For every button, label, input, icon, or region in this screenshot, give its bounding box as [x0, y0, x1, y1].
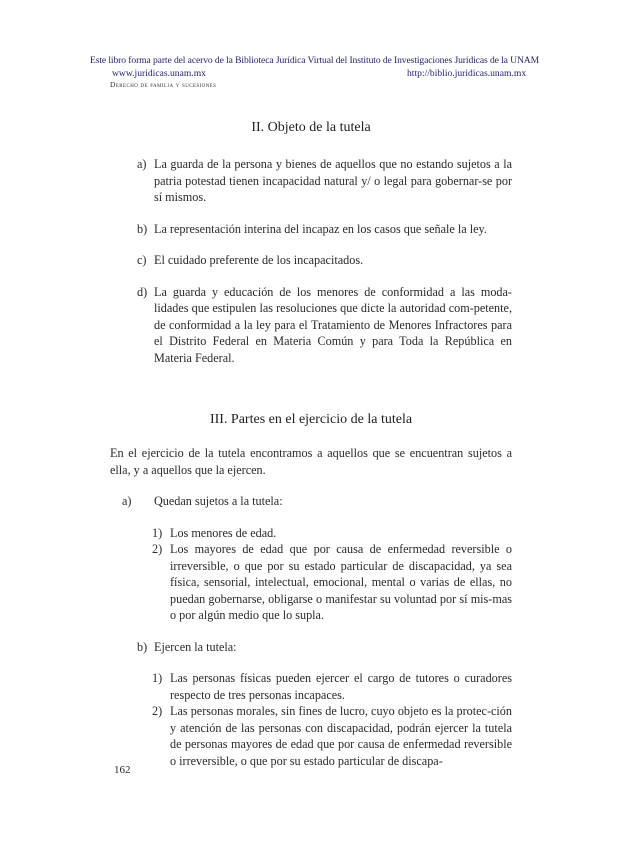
item-marker: 2)	[152, 542, 163, 556]
banner-text: Este libro forma parte del acervo de la Biblioteca Jurídica Virtual del Instituto de Investigaciones Jurídicas de la UNAM	[89, 55, 540, 66]
list-item	[110, 541, 512, 624]
subsection-sujetos	[110, 493, 512, 510]
item-marker: c)	[137, 253, 147, 267]
item-text: Las personas morales, sin fines de lucro, cuyo objeto es la protec-ción y atención de las personas con discapacidad, podrán ejercer la tutela de personas mayores de edad que por causa de enfermedad reversible o irreversible, o que por su estado particular de discapa-	[170, 704, 512, 768]
page-number: 162	[114, 764, 131, 776]
item-marker: a)	[137, 157, 147, 171]
list-item	[110, 284, 512, 367]
sujetos-list	[110, 525, 512, 624]
item-marker: 1)	[152, 525, 163, 540]
item-text: Los mayores de edad que por causa de enfermedad reversible o irreversible, o que por su estado particular de discapacidad, ya sea física, sensorial, intelectual, emocional, mental o varias de ellas, no puedan gobernarse, obligarse o manifestar su voluntad por sí mis-mas o por algún medio que lo supla.	[170, 542, 512, 622]
list-item	[110, 525, 512, 542]
section-title-partes: III. Partes en el ejercicio de la tutela	[209, 412, 413, 427]
item-text: Los menores de edad.	[170, 525, 277, 540]
item-text: La guarda y educación de los menores de conformidad a las moda-lidades que estipulen las resoluciones que dicte la autoridad com-petente, de conformidad a la ley para el Tratamiento de Menores Infractores para el Distrito Federal en Materia Común y para Toda la República en Materia Federal.	[154, 284, 512, 365]
item-marker: b)	[137, 221, 148, 236]
juridicas-link[interactable]: www.juridicas.unam.mx	[112, 68, 206, 79]
item-text: Las personas físicas pueden ejercer el cargo de tutores o curadores respecto de tres personas incapaces.	[170, 671, 512, 702]
list-item	[110, 252, 512, 269]
ejercen-list	[110, 670, 512, 769]
item-text: El cuidado preferente de los incapacitados.	[154, 253, 364, 267]
library-banner	[0, 55, 629, 66]
item-marker: 2)	[152, 704, 163, 718]
running-head: Derecho de familia y sucesiones	[110, 80, 217, 89]
list-item	[110, 703, 512, 769]
item-text: La representación interina del incapaz en los casos que señale la ley.	[154, 221, 487, 236]
item-marker: b)	[137, 639, 148, 654]
page-body	[110, 118, 512, 769]
list-item	[110, 670, 512, 703]
item-marker: d)	[137, 284, 148, 299]
list-item	[110, 156, 512, 206]
item-marker: 1)	[152, 671, 163, 685]
biblio-link[interactable]: http://biblio.juridicas.unam.mx	[407, 68, 527, 79]
item-text: La guarda de la persona y bienes de aquellos que no estando sujetos a la patria potestad tienen incapacidad natural y/ o legal para gobernar-se por sí mismos.	[154, 157, 512, 204]
section-intro: En el ejercicio de la tutela encontramos a aquellos que se encuentran sujetos a ella, y a aquellos que la ejercen.	[110, 446, 512, 477]
subsection-label: Ejercen la tutela:	[154, 639, 237, 654]
section-title-objeto: II. Objeto de la tutela	[251, 120, 371, 135]
objeto-list	[110, 156, 512, 366]
subsection-label: Quedan sujetos a la tutela:	[154, 494, 283, 508]
list-item	[110, 221, 512, 238]
item-marker: a)	[122, 494, 132, 508]
subsection-ejercen	[110, 639, 512, 656]
